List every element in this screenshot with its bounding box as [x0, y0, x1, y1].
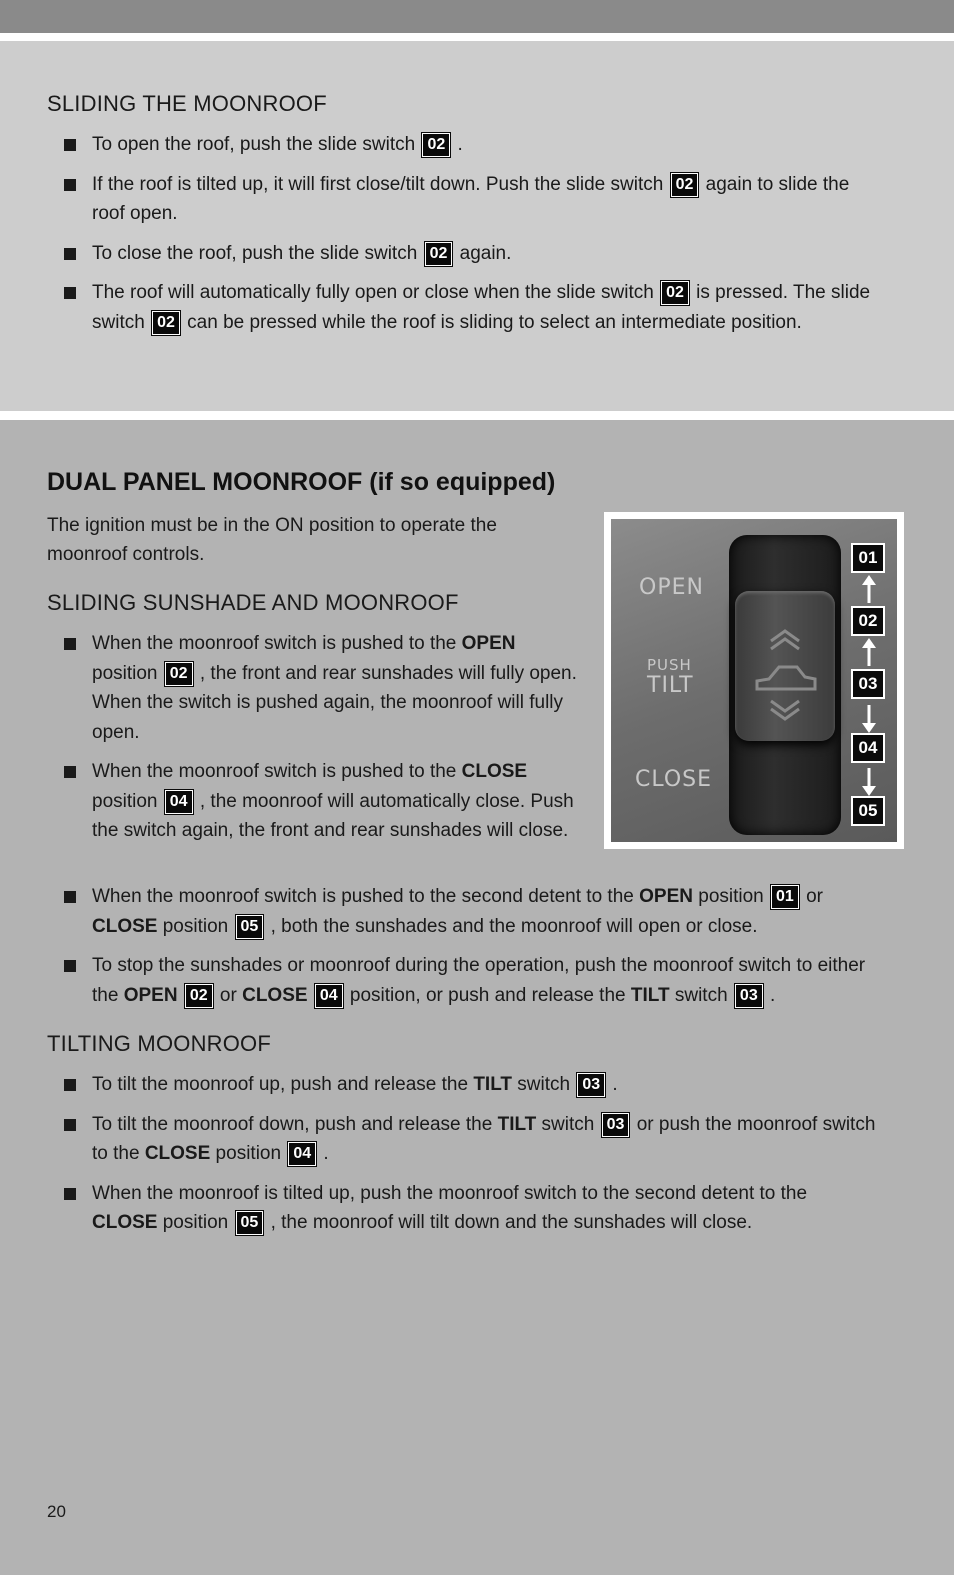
list-item: To stop the sunshades or moonroof during the operation, push the moonroof switch to either the OPEN 02 or CLOSE 04 position, or push and release the TILT switch 03 . [47, 951, 877, 1010]
list-item: To close the roof, push the slide switch 02 again. [47, 239, 877, 269]
callout-badge: 03 [735, 984, 763, 1008]
list-item: The roof will automatically fully open or close when the slide switch 02 is pressed. The slide switch 02 can be pressed while the roof is sliding to select an intermediate position. [47, 278, 877, 337]
list-item: When the moonroof switch is pushed to the OPEN position 02 , the front and rear sunshades will fully open. When the switch is pushed again, the moonroof will fully open. [47, 629, 577, 747]
bold-term: TILT [497, 1113, 537, 1135]
callout-badge: 05 [236, 1211, 264, 1235]
top-bar [0, 0, 954, 33]
push-label: PUSH [647, 656, 692, 674]
callout-badge: 04 [165, 790, 193, 814]
bold-term: CLOSE [92, 915, 158, 937]
page-number: 20 [47, 1502, 66, 1521]
tilt-label: TILT [647, 673, 694, 698]
bold-term: TILT [630, 984, 670, 1006]
sliding-moonroof-list [47, 130, 877, 337]
callout-badge: 02 [165, 662, 193, 686]
bold-term: TILT [473, 1074, 512, 1095]
sliding-sunshade-heading: SLIDING SUNSHADE AND MOONROOF [47, 590, 459, 615]
dual-panel-moonroof-title [47, 468, 555, 497]
position-04: 04 [851, 733, 885, 763]
sliding-moonroof-heading: SLIDING THE MOONROOF [47, 91, 327, 116]
list-item: If the roof is tilted up, it will first close/tilt down. Push the slide switch 02 again to slide the roof open. [47, 170, 877, 229]
callout-badge: 04 [315, 984, 343, 1008]
callout-badge: 04 [288, 1142, 316, 1166]
sunshade-list-narrow [47, 629, 577, 846]
title-suffix: (if so equipped) [369, 468, 556, 496]
bold-term: CLOSE [242, 984, 308, 1006]
callout-badge: 02 [661, 281, 689, 305]
bold-term: OPEN [639, 886, 693, 907]
car-tilt-icon [735, 591, 835, 741]
callout-badge: 02 [671, 173, 699, 197]
callout-badge: 05 [236, 915, 264, 939]
callout-badge: 03 [577, 1073, 605, 1097]
position-05: 05 [851, 796, 885, 826]
callout-badge: 02 [152, 311, 180, 335]
tilting-moonroof-heading: TILTING MOONROOF [47, 1031, 272, 1056]
list-item: To tilt the moonroof up, push and release the TILT switch 03 . [47, 1070, 877, 1100]
callout-badge: 01 [771, 885, 799, 909]
bold-term: CLOSE [144, 1143, 211, 1164]
bold-term: OPEN [461, 633, 516, 654]
ignition-intro: The ignition must be in the ON position to operate the moonroof controls. [47, 515, 497, 565]
list-item: To tilt the moonroof down, push and release the TILT switch 03 or push the moonroof switch to the CLOSE position 04 . [47, 1110, 877, 1169]
bold-term: OPEN [123, 984, 178, 1006]
list-item: To open the roof, push the slide switch 02 . [47, 130, 877, 160]
list-item: When the moonroof is tilted up, push the moonroof switch to the second detent to the CLOSE position 05 , the moonroof will tilt down and the sunshades will close. [47, 1179, 877, 1238]
switch-knob [735, 591, 835, 741]
position-03: 03 [851, 669, 885, 699]
close-label: CLOSE [635, 767, 713, 792]
callout-badge: 02 [185, 984, 213, 1008]
open-label: OPEN [639, 575, 704, 600]
list-item: When the moonroof switch is pushed to the second detent to the OPEN position 01 or CLOSE position 05 , both the sunshades and the moonroof will open or close. [47, 882, 877, 941]
bold-term: CLOSE [461, 761, 528, 782]
tilting-moonroof-list [47, 1070, 877, 1238]
moonroof-switch-photo [604, 512, 904, 849]
title-main: DUAL PANEL MOONROOF [47, 468, 363, 496]
bold-term: CLOSE [92, 1212, 158, 1233]
position-01: 01 [851, 543, 885, 573]
list-item: When the moonroof switch is pushed to the CLOSE position 04 , the moonroof will automatically close. Push the switch again, the front and rear sunshades will close. [47, 757, 577, 846]
position-02: 02 [851, 606, 885, 636]
sunshade-list-wide [47, 882, 877, 1010]
position-numbers [847, 535, 887, 835]
callout-badge: 03 [602, 1113, 630, 1137]
callout-badge: 02 [422, 133, 450, 157]
callout-badge: 02 [425, 242, 453, 266]
